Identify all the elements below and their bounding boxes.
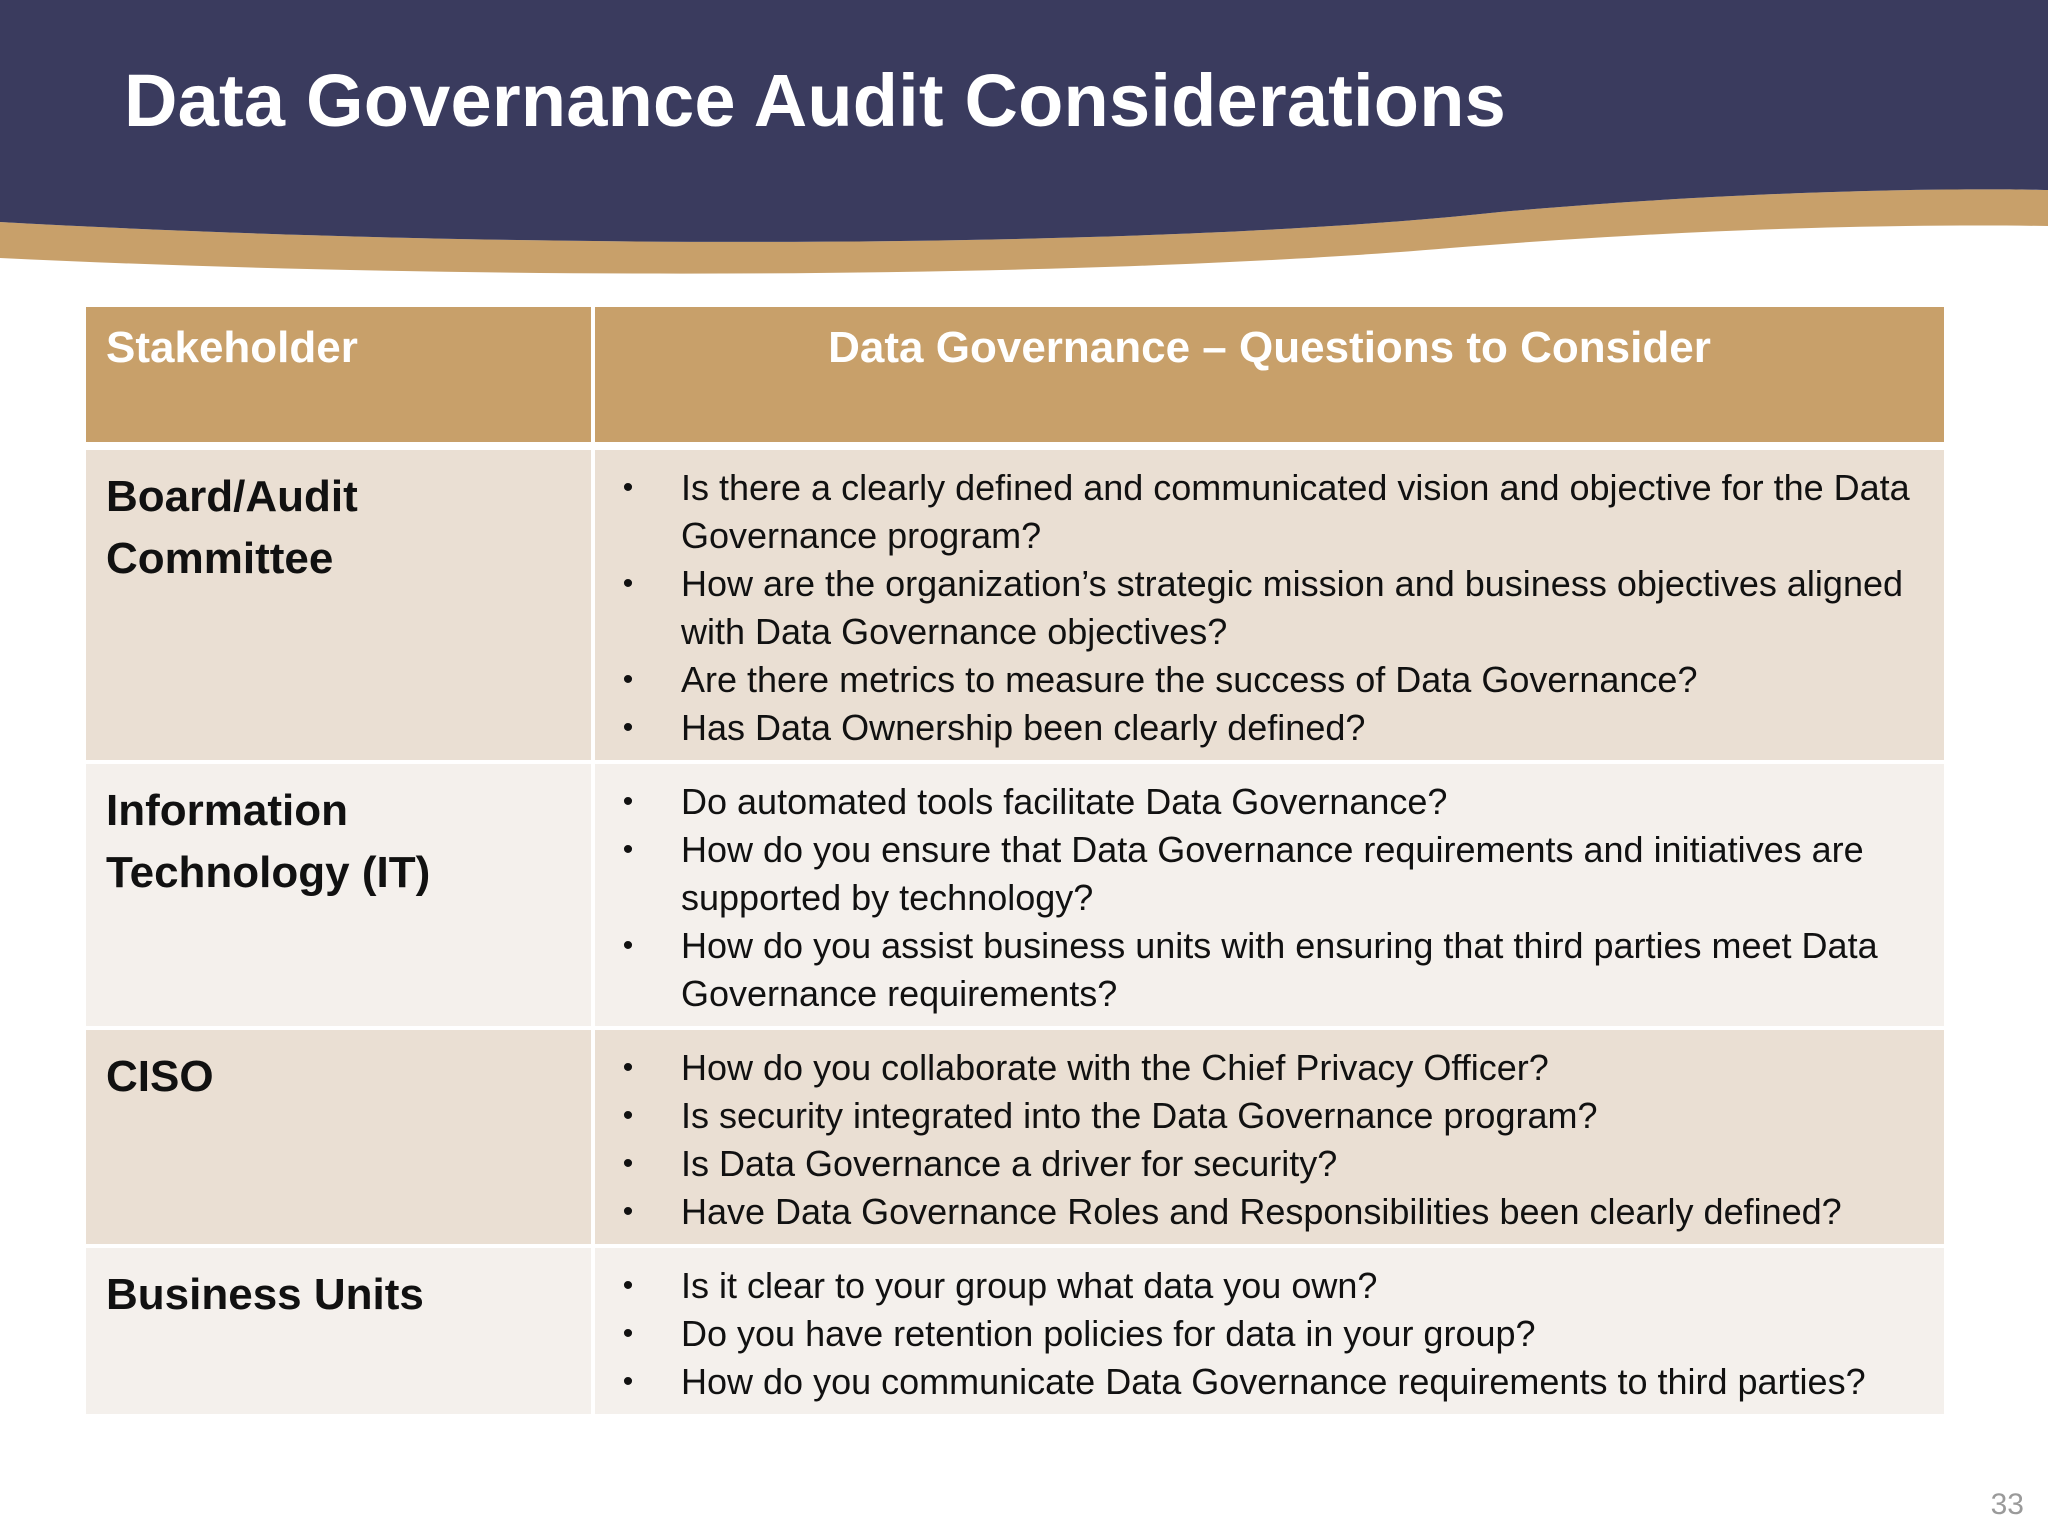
question-text: How are the organization’s strategic mission and business objectives aligned with Data Governance objectives?	[681, 563, 1904, 652]
stakeholder-line: CISO	[106, 1052, 214, 1101]
bullet-icon: •	[622, 1317, 634, 1350]
list-item	[615, 704, 1924, 752]
bullet-icon: •	[622, 785, 634, 818]
list-item	[615, 922, 1924, 1018]
question-list	[615, 778, 1924, 1018]
list-item	[615, 1262, 1924, 1310]
stakeholder-line: Information	[106, 786, 348, 835]
question-text: Is Data Governance a driver for security?	[681, 1143, 1338, 1184]
table-row	[86, 447, 1944, 761]
bullet-icon: •	[622, 1365, 634, 1398]
question-text: Do you have retention policies for data in your group?	[681, 1313, 1536, 1354]
bullet-icon: •	[622, 833, 634, 866]
stakeholder-line: Business Units	[106, 1270, 424, 1319]
header-questions: Data Governance – Questions to Consider	[595, 307, 1944, 447]
stakeholder-line: Technology (IT)	[106, 848, 431, 897]
governance-table-container	[86, 307, 1944, 1415]
table-row	[86, 1245, 1944, 1415]
slide-title: Data Governance Audit Considerations	[124, 59, 1506, 142]
header-banner	[0, 0, 2048, 290]
stakeholder-line: Board/Audit	[106, 472, 358, 521]
list-item	[615, 656, 1924, 704]
stakeholder-cell	[86, 1027, 595, 1245]
bullet-icon: •	[622, 711, 634, 744]
question-text: Is it clear to your group what data you own?	[681, 1265, 1378, 1306]
bullet-icon: •	[622, 471, 634, 504]
stakeholder-cell	[86, 447, 595, 761]
question-text: Are there metrics to measure the success of Data Governance?	[681, 659, 1698, 700]
question-text: How do you ensure that Data Governance requirements and initiatives are supported by technology?	[681, 829, 1864, 918]
question-text: Have Data Governance Roles and Responsibilities been clearly defined?	[681, 1191, 1842, 1232]
table-row	[86, 761, 1944, 1027]
list-item	[615, 826, 1924, 922]
stakeholder-line: Committee	[106, 534, 334, 583]
table-header-row	[86, 307, 1944, 447]
questions-cell	[595, 1027, 1944, 1245]
question-list	[615, 1044, 1924, 1236]
list-item	[615, 1140, 1924, 1188]
bullet-icon: •	[622, 663, 634, 696]
question-text: Is there a clearly defined and communicated vision and objective for the Data Governance program?	[681, 467, 1910, 556]
list-item	[615, 1310, 1924, 1358]
question-text: Has Data Ownership been clearly defined?	[681, 707, 1366, 748]
list-item	[615, 1044, 1924, 1092]
question-list	[615, 464, 1924, 752]
questions-cell	[595, 447, 1944, 761]
stakeholder-cell	[86, 761, 595, 1027]
question-text: Do automated tools facilitate Data Governance?	[681, 781, 1448, 822]
bullet-icon: •	[622, 929, 634, 962]
question-list	[615, 1262, 1924, 1406]
bullet-icon: •	[622, 1147, 634, 1180]
questions-cell	[595, 1245, 1944, 1415]
bullet-icon: •	[622, 1195, 634, 1228]
list-item	[615, 1358, 1924, 1406]
question-text: How do you communicate Data Governance requirements to third parties?	[681, 1361, 1866, 1402]
stakeholder-cell	[86, 1245, 595, 1415]
bullet-icon: •	[622, 1269, 634, 1302]
bullet-icon: •	[622, 1099, 634, 1132]
question-text: Is security integrated into the Data Governance program?	[681, 1095, 1598, 1136]
governance-table	[86, 307, 1944, 1415]
list-item	[615, 1092, 1924, 1140]
question-text: How do you collaborate with the Chief Privacy Officer?	[681, 1047, 1549, 1088]
list-item	[615, 778, 1924, 826]
table-row	[86, 1027, 1944, 1245]
page-number: 33	[1990, 1488, 2024, 1521]
bullet-icon: •	[622, 1051, 634, 1084]
list-item	[615, 1188, 1924, 1236]
bullet-icon: •	[622, 567, 634, 600]
question-text: How do you assist business units with ensuring that third parties meet Data Governance requirements?	[681, 925, 1878, 1014]
questions-cell	[595, 761, 1944, 1027]
list-item	[615, 560, 1924, 656]
header-stakeholder: Stakeholder	[86, 307, 595, 447]
list-item	[615, 464, 1924, 560]
